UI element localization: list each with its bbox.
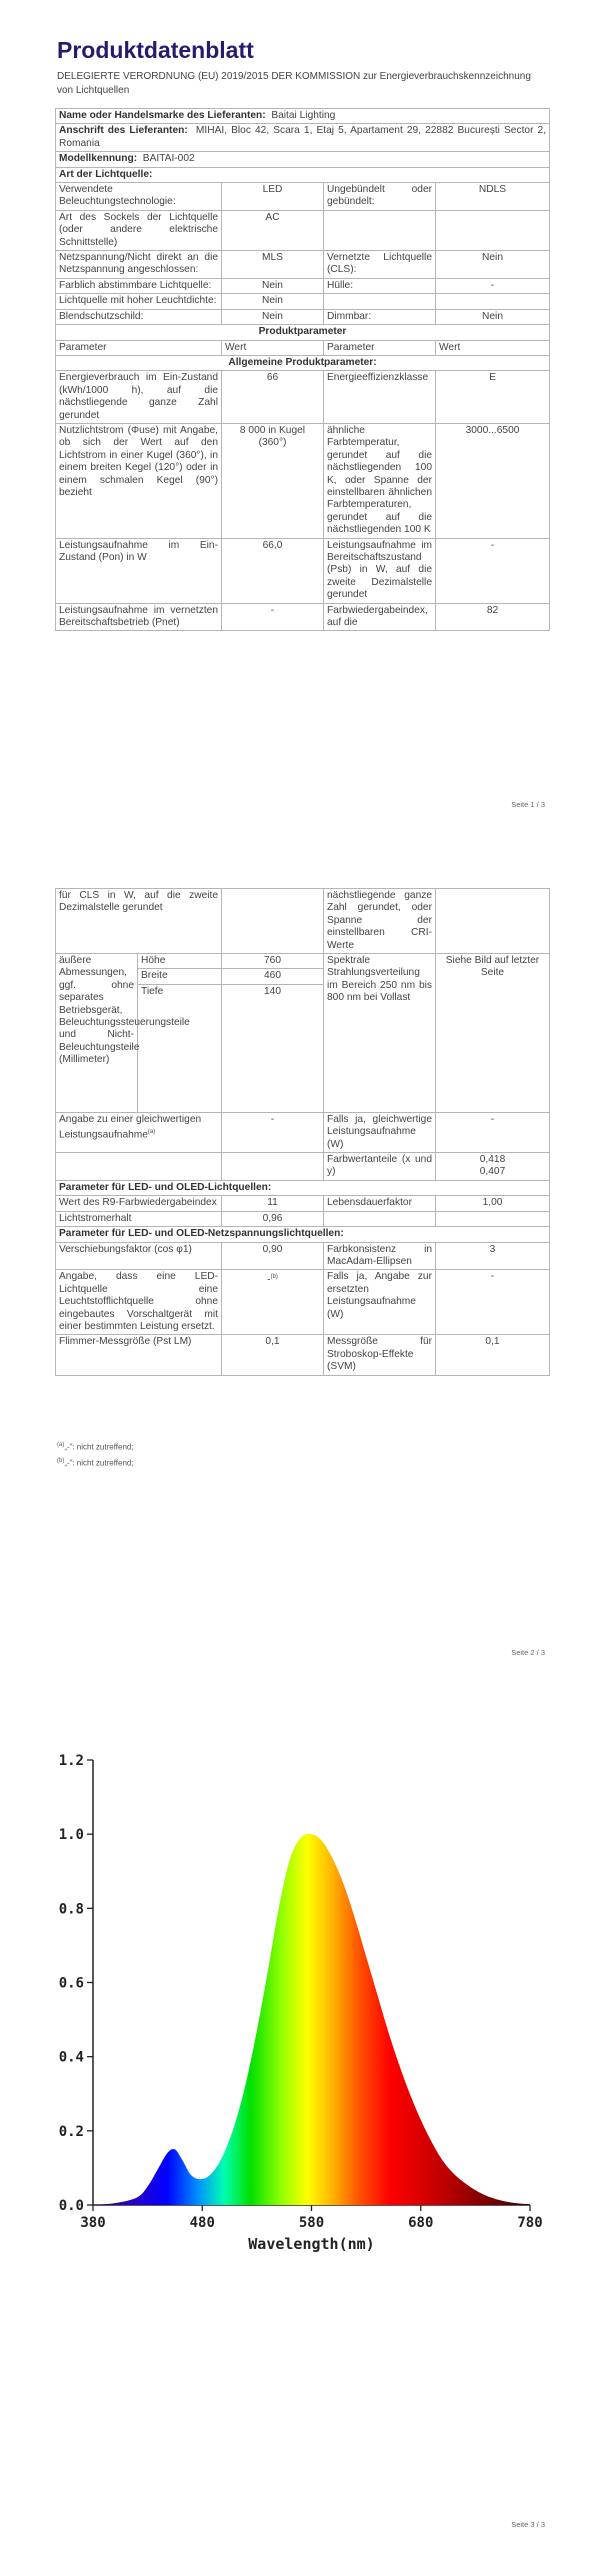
y-tick-label: 0.6 [58,1975,84,1992]
table-row: Farblich abstimmbare Lichtquelle: Nein Hülle: - [56,278,550,293]
led-params-header: Parameter für LED- und OLED-Lichtquellen: [56,1180,550,1195]
y-tick-label: 0.2 [58,2123,84,2140]
page-3 [0,1720,603,2560]
supplier-row: Name oder Handelsmarke des Lieferanten: Baitai Lighting [56,109,550,124]
page-title: Produktdatenblatt [57,37,254,63]
table-row: Nutzlichtstrom (Φuse) mit Angabe, ob sich der Wert auf den Lichtstrom in einer Kugel (360°), in einem breiten Kegel (120°) oder in einem schmalen Kegel (90°) bezieht 8 000 in Kugel (360°) ähnliche Farbtemperatur, gerundet auf die nächstliegenden 100 K, oder Spanne der einstellbaren ähnlichen Farbtemperaturen, gerundet auf die nächstliegenden 100 K 3000...6500 [56,423,550,538]
y-tick-label: 1.0 [58,1827,84,1844]
table-row: Lichtstromerhalt 0,96 [56,1211,550,1226]
table-row: Blendschutzschild: Nein Dimmbar: Nein [56,309,550,324]
table-row: Leistungsaufnahme im vernetzten Bereitschaftsbetrieb (Pnet) - Farbwiedergabeindex, auf die 82 [56,603,550,631]
y-tick-label: 0.0 [58,2198,84,2214]
footnote-b: $^{(b)}$„-“: nicht zutreffend; [57,1458,134,1468]
x-tick-label: 480 [189,2215,215,2231]
table-row: für CLS in W, auf die zweite Dezimalstelle gerundet nächstliegende ganze Zahl gerundet, oder Spanne der einstellbaren CRI-Werte [56,889,550,954]
table-row: Tiefe 140 [56,984,550,1112]
page-2 [0,880,603,1680]
table-row: Verschiebungsfaktor (cos φ1) 0,90 Farbkonsistenz in MacAdam-Ellipsen 3 [56,1242,550,1270]
general-params-header: Allgemeine Produktparameter: [56,355,550,370]
param-column-headers: Parameter Wert Parameter Wert [56,340,550,355]
page-number: Seite 3 / 3 [511,2520,545,2529]
light-type-header: Art der Lichtquelle: [56,167,550,182]
address-row: Anschrift des Lieferanten: MIHAI, Bloc 42, Scara 1, Etaj 5, Apartament 29, 22882 București Sector 2, Romania [56,124,550,152]
y-tick-label: 0.4 [58,2049,84,2066]
table-row: Verwendete Beleuchtungstechnologie: LED Ungebündelt oder gebündelt: NDLS [56,183,550,211]
page-number: Seite 1 / 3 [511,800,545,809]
table-row: Art des Sockels der Lichtquelle (oder andere elektrische Schnittstelle) AC [56,210,550,250]
table-row: Leistungsaufnahme im Ein-Zustand (Pon) in W 66,0 Leistungsaufnahme im Bereitschaftszustand (Psb) in W, auf die zweite Dezimalstelle gerundet - [56,538,550,603]
spectrum-area [93,1834,530,2205]
table-row: Angabe zu einer gleichwertigen Leistungsaufnahme$^{(a)}$ - Falls ja, gleichwertige Leistungsaufnahme (W) - [56,1112,550,1152]
x-axis-label: Wavelength(nm) [248,2235,375,2253]
x-tick-label: 680 [408,2215,434,2231]
page-1 [0,0,603,809]
dimensions-row: äußere Abmessungen, ggf. ohne separates Betriebsgerät, Beleuchtungssteuerungsteile und Nicht-Beleuchtungsteile (Millimeter) Höhe 760 Spektrale Strahlungsverteilung im Bereich 250 nm bis 800 nm bei Vollast Siehe Bild auf letzter Seite [56,954,550,969]
table-row: Lichtquelle mit hoher Leuchtdichte: Nein [56,294,550,309]
table-row: Farbwertanteile (x und y) 0,418 0,407 [56,1153,550,1181]
y-tick-label: 1.2 [58,1753,84,1769]
x-tick-label: 380 [80,2215,106,2231]
datasheet-table-page-1 [55,108,550,631]
spectral-distribution-chart [0,1720,603,2360]
model-row: Modellkennung: BAITAI-002 [56,152,550,167]
regulation-intro: DELEGIERTE VERORDNUNG (EU) 2019/2015 DER KOMMISSION zur Energieverbrauchskennzeichnung von Lichtquellen [57,71,531,96]
y-tick-label: 0.8 [58,1901,84,1918]
product-params-header: Produktparameter [56,325,550,340]
table-row: Wert des R9-Farbwiedergabeindex 11 Lebensdauerfaktor 1,00 [56,1196,550,1211]
datasheet-table-page-2 [55,888,550,1376]
table-row: Flimmer-Messgröße (Pst LM) 0,1 Messgröße für Stroboskop-Effekte (SVM) 0,1 [56,1335,550,1375]
x-tick-label: 780 [517,2215,543,2231]
x-tick-label: 580 [298,2215,325,2231]
table-row: Energieverbrauch im Ein-Zustand (kWh/1000 h), auf die nächstliegende ganze Zahl gerundet 66 Energieeffizienzklasse E [56,371,550,424]
page-number: Seite 2 / 3 [511,1648,545,1657]
table-row: Breite 460 [56,969,550,984]
mains-params-header: Parameter für LED- und OLED-Netzspannungslichtquellen: [56,1227,550,1242]
table-row: Netzspannung/Nicht direkt an die Netzspannung angeschlossen: MLS Vernetzte Lichtquelle (CLS): Nein [56,251,550,279]
footnote-a: $^{(a)}$„-“: nicht zutreffend; [57,1442,134,1452]
table-row: Angabe, dass eine LED-Lichtquelle eine Leuchtstofflichtquelle ohne eingebautes Vorschaltgerät mit einer bestimmten Leistung ersetzt. -$^{(b)}$ Falls ja, Angabe zur ersetzten Leistungsaufnahme (W) - [56,1270,550,1335]
